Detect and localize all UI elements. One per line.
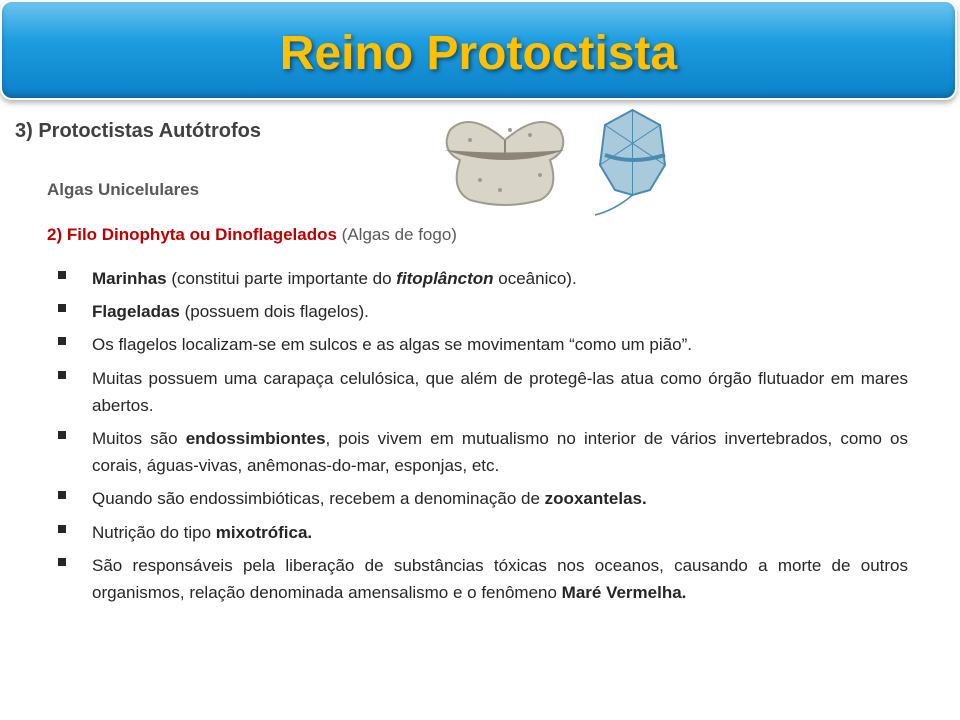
bullet-text: São responsáveis pela liberação de substâncias tóxicas nos oceanos, causando a morte de outros organismos, relação denominada amensalismo e o fenômeno	[92, 555, 908, 602]
bullet-item	[58, 365, 908, 419]
bullet-text: Muitas possuem uma carapaça celulósica, que além de protegê-las atua como órgão flutuador em mares abertos.	[92, 368, 908, 415]
bullet-text-bold: Flageladas	[92, 302, 180, 322]
page-title: Reino Protoctista	[279, 27, 678, 80]
dinoflagellate-image-2	[585, 100, 680, 220]
square-bullet-icon	[58, 304, 66, 312]
bullet-list	[58, 265, 908, 612]
bullet-item	[58, 298, 908, 325]
bullet-item	[58, 265, 908, 292]
square-bullet-icon	[58, 525, 66, 533]
bullet-text: Nutrição do tipo	[92, 522, 216, 542]
bullet-text: , pois vivem em mutualismo no interior de vários invertebrados, como os corais, águas-vivas, anêmonas-do-mar, esponjas, etc.	[92, 428, 908, 476]
section-subtitle: 3) Protoctistas Autótrofos	[15, 120, 261, 142]
phylum-gray-text: (Algas de fogo)	[341, 225, 457, 244]
bullet-text: Os flagelos localizam-se em sulcos e as algas se movimentam “como um pião”.	[92, 335, 692, 355]
bullet-item	[58, 519, 908, 546]
phylum-title	[47, 225, 457, 245]
bullet-text-bold: mixotrófica.	[215, 522, 313, 542]
bullet-text: oceânico).	[493, 269, 577, 288]
bullet-item	[58, 485, 908, 512]
square-bullet-icon	[58, 371, 66, 379]
square-bullet-icon	[58, 558, 66, 566]
bullet-text: Muitos são	[92, 428, 186, 448]
bullet-text-bold: endossimbiontes	[185, 428, 326, 448]
bullet-text-bold: Maré Vermelha.	[561, 582, 687, 602]
bullet-text-italic-bold: fitoplâncton	[396, 269, 494, 288]
square-bullet-icon	[58, 491, 66, 499]
square-bullet-icon	[58, 271, 66, 279]
bullet-text-bold: zooxantelas.	[544, 489, 647, 509]
bullet-text: (constitui parte importante do	[166, 269, 397, 288]
header-banner	[0, 0, 957, 100]
bullet-text: (possuem dois flagelos).	[179, 302, 369, 322]
square-bullet-icon	[58, 431, 66, 439]
bullet-item	[58, 552, 908, 606]
phylum-red-text: 2) Filo Dinophyta ou Dinoflagelados	[47, 225, 342, 244]
bullet-item	[58, 425, 908, 479]
dinoflagellate-image-1	[440, 110, 570, 210]
bullet-text: Quando são endossimbióticas, recebem a denominação de	[92, 489, 545, 509]
section-subsubtitle: Algas Unicelulares	[47, 180, 200, 199]
bullet-text-bold: Marinhas	[92, 269, 167, 288]
square-bullet-icon	[58, 337, 66, 345]
bullet-item	[58, 331, 908, 358]
